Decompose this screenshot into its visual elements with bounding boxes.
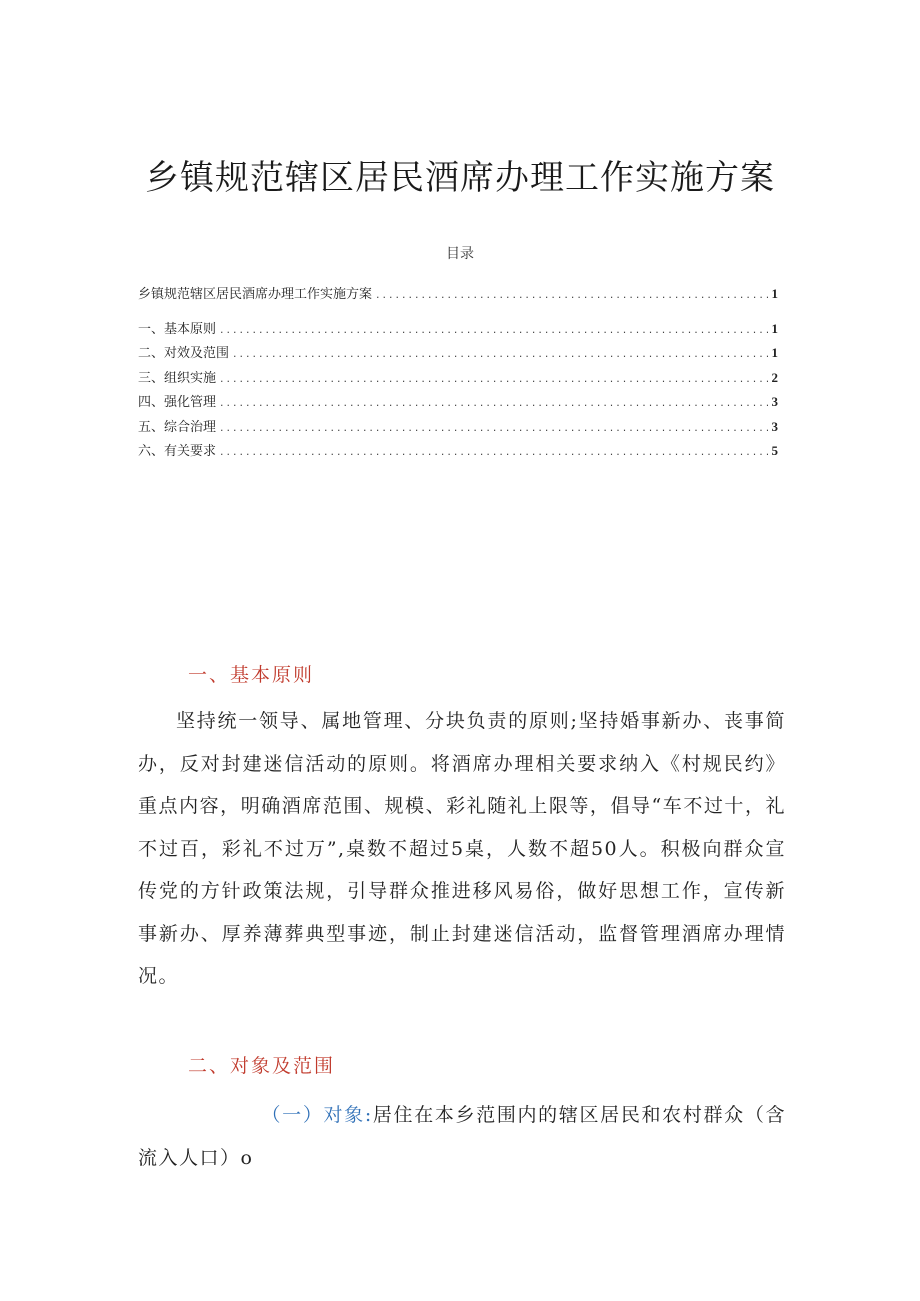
toc-item-label: 二、对效及范围: [138, 346, 230, 361]
toc-leader-dots: [220, 372, 767, 385]
section-heading-basic-principles: 一、基本原则: [188, 664, 315, 686]
toc-item[interactable]: [138, 342, 778, 360]
scope-item-objects: [138, 1094, 786, 1179]
toc-leader-dots: [220, 421, 767, 434]
section-paragraph: 坚持统一领导、属地管理、分块负责的原则;坚持婚事新办、丧事简办，反对封建迷信活动的原则。将酒席办理相关要求纳入《村规民约》重点内容，明确酒席范围、规模、彩礼随礼上限等，倡导“车不过十，礼不过百，彩礼不过万”,桌数不超过5桌，人数不超50人。积极向群众宣传党的方针政策法规，引导群众推进移风易俗，做好思想工作，宣传新事新办、厚养薄葬典型事迹，制止封建迷信活动，监督管理酒席办理情况。: [138, 710, 786, 987]
toc-item[interactable]: [138, 318, 778, 336]
toc-item-page: 3: [771, 394, 778, 409]
toc-item-label: 乡镇规范辖区居民酒席办理工作实施方案: [138, 287, 373, 302]
toc-item-label: 四、强化管理: [138, 395, 217, 410]
toc-item[interactable]: [138, 283, 778, 301]
toc-heading: 目录: [446, 246, 474, 262]
toc-item[interactable]: [138, 391, 778, 409]
toc-item-page: 3: [771, 419, 778, 434]
toc-item-page: 1: [771, 321, 778, 336]
toc-item-page: 1: [771, 286, 778, 301]
toc-item-page: 1: [771, 345, 778, 360]
toc-item[interactable]: [138, 416, 778, 434]
toc-leader-dots: [233, 347, 767, 360]
toc-item-label: 六、有关要求: [138, 444, 217, 459]
toc-item-page: 2: [771, 370, 778, 385]
toc-leader-dots: [376, 288, 767, 301]
toc-item[interactable]: [138, 440, 778, 458]
document-title: 乡镇规范辖区居民酒席办理工作实施方案: [145, 158, 775, 198]
toc-leader-dots: [220, 323, 767, 336]
toc-leader-dots: [220, 396, 767, 409]
toc-item-label: 五、综合治理: [138, 420, 217, 435]
toc-leader-dots: [220, 445, 767, 458]
scope-item-text: 居住在本乡范围内的辖区居民和农村群众（含流入人口）o: [138, 1104, 786, 1169]
toc-item[interactable]: [138, 367, 778, 385]
section-heading-scope: 二、对象及范围: [188, 1055, 336, 1077]
toc-item-label: 一、基本原则: [138, 322, 217, 337]
toc-item-label: 三、组织实施: [138, 371, 217, 386]
scope-item-label: （一）对象:: [261, 1104, 373, 1126]
toc-item-page: 5: [771, 443, 778, 458]
